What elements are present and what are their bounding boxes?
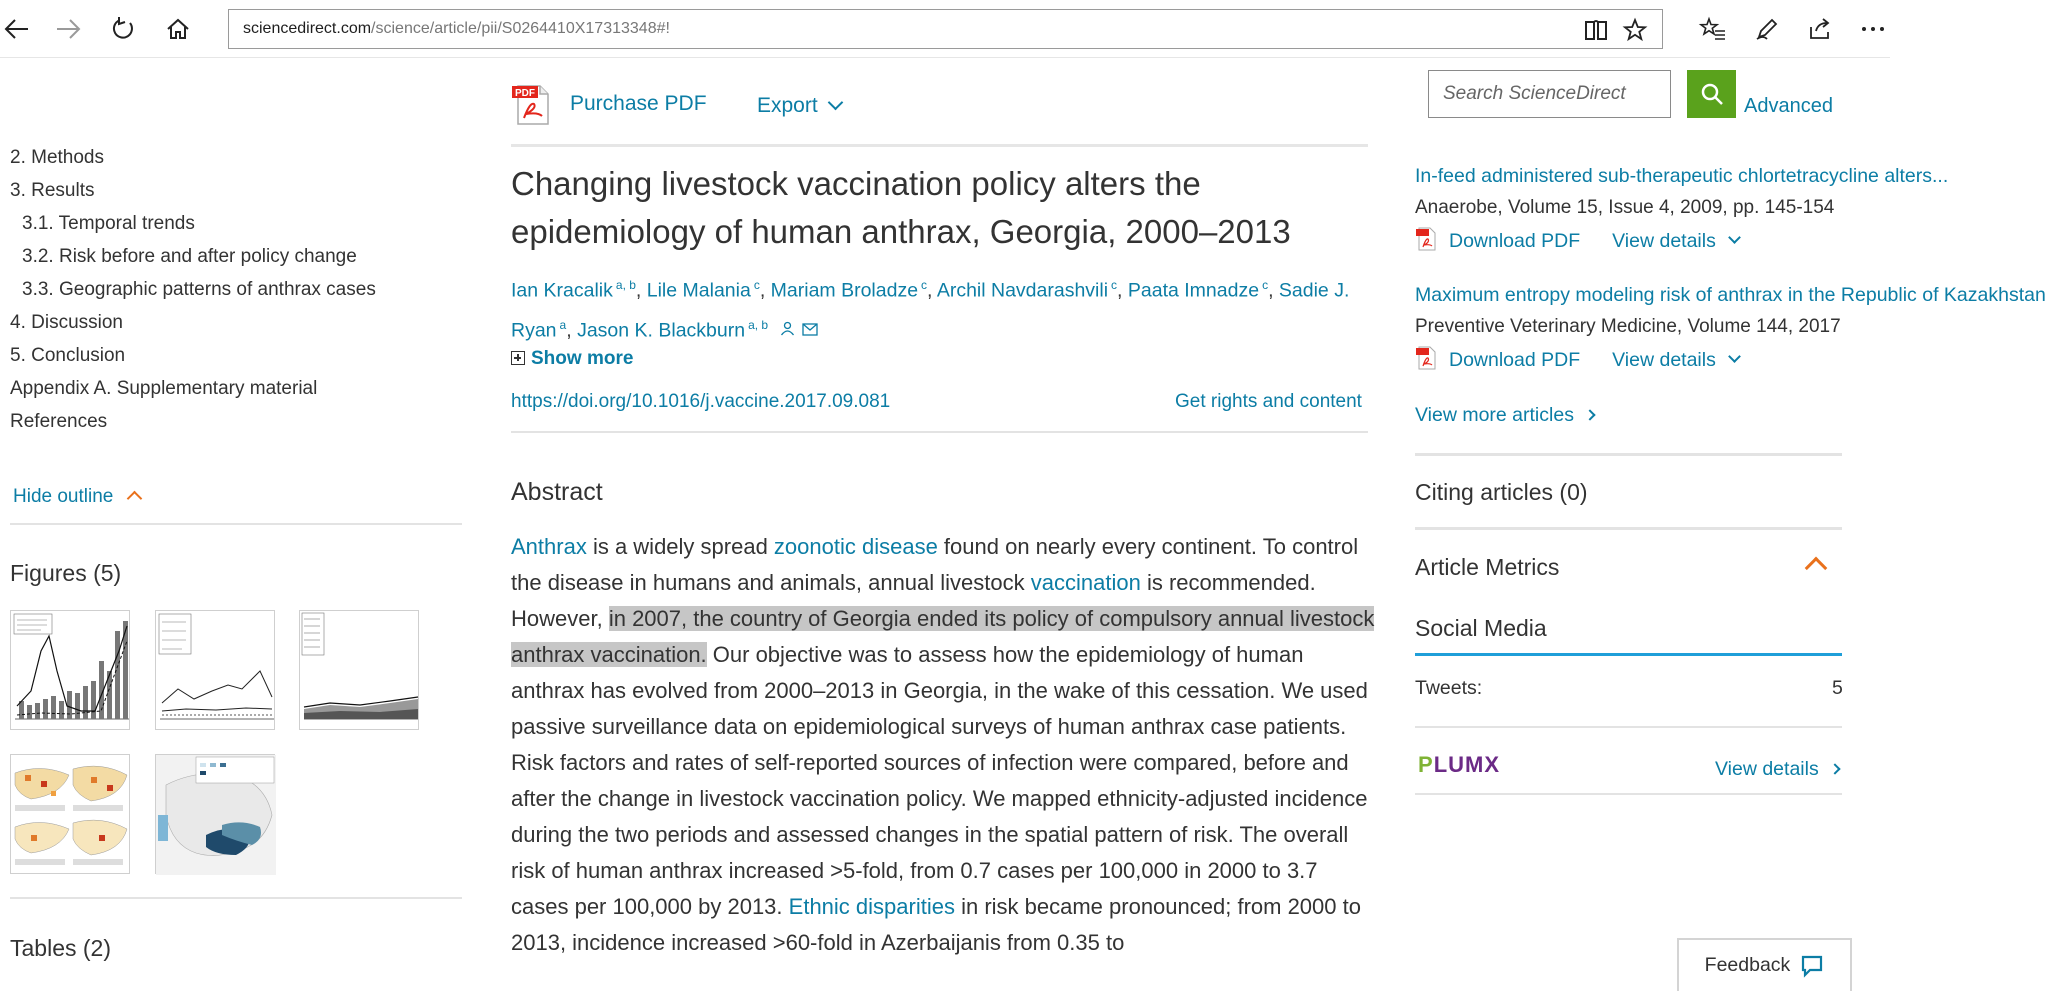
figure-thumbnail-1[interactable] xyxy=(10,610,130,730)
article-meta-divider xyxy=(511,431,1368,433)
article-top-divider xyxy=(511,144,1368,147)
author-affiliation[interactable]: c xyxy=(753,278,760,292)
favorite-star-icon[interactable] xyxy=(1621,16,1649,44)
plumx-logo-mark: P xyxy=(1418,752,1434,777)
topic-link-zoonotic[interactable]: zoonotic disease xyxy=(773,534,938,559)
outline-item-discussion[interactable]: 4. Discussion xyxy=(10,312,123,333)
plumx-view-details-label: View details xyxy=(1715,758,1819,780)
outline-item-geographic[interactable]: 3.3. Geographic patterns of anthrax cases xyxy=(22,279,376,300)
more-icon[interactable] xyxy=(1856,12,1890,46)
related-article-source: Anaerobe, Volume 15, Issue 4, 2009, pp. 145-154 xyxy=(1415,197,1835,218)
outline-item-risk-policy[interactable]: 3.2. Risk before and after policy change xyxy=(22,246,357,267)
feedback-button[interactable] xyxy=(1677,938,1852,991)
author-link[interactable]: Sadie J. Ryan xyxy=(511,279,1350,341)
forward-icon[interactable] xyxy=(51,12,85,46)
plumx-view-details-link[interactable] xyxy=(1715,758,1839,781)
author-affiliation[interactable]: a xyxy=(559,317,567,332)
plumx-logo xyxy=(1418,752,1500,778)
view-more-label: View more articles xyxy=(1415,404,1574,426)
figures-divider xyxy=(10,897,462,899)
search-icon xyxy=(1700,82,1724,106)
doi-link[interactable]: https://doi.org/10.1016/j.vaccine.2017.09.081 xyxy=(511,391,891,412)
search-input[interactable] xyxy=(1429,71,1670,117)
pdf-icon[interactable] xyxy=(1415,227,1437,251)
abstract-heading: Abstract xyxy=(511,478,603,506)
figure-thumbnail-4[interactable] xyxy=(10,754,130,874)
author-link[interactable]: Archil Navdarashvili xyxy=(936,279,1109,302)
view-details-link[interactable]: View details xyxy=(1612,230,1716,253)
chevron-down-icon xyxy=(827,95,843,111)
figure-thumbnail-3[interactable] xyxy=(299,610,419,730)
hide-outline-label: Hide outline xyxy=(13,486,114,507)
pdf-icon[interactable] xyxy=(510,82,554,126)
abstract-span: is a widely spread xyxy=(586,534,774,559)
abstract-span: in risk became pronounced; from 2000 to 2013, incidence increased >60-fold in Azerbaijanis from 0.35 to xyxy=(511,894,1361,955)
figures-title: Figures (5) xyxy=(10,560,122,586)
article-title xyxy=(511,160,1371,256)
author-link[interactable]: Paata Imnadze xyxy=(1127,279,1260,302)
pdf-icon[interactable] xyxy=(1415,346,1437,370)
outline-item-appendix[interactable]: Appendix A. Supplementary material xyxy=(10,378,318,399)
feedback-label: Feedback xyxy=(1704,954,1791,976)
chevron-up-icon[interactable] xyxy=(1805,557,1828,580)
abstract-span: Our objective was to assess how the epidemiology of human anthrax has evolved from 2000–2013 in Georgia, in the wake of this cessation. We used passive surveillance data on epidemiological surveys of human anthrax case patients. Risk factors and rates of self-reported sources of infection were compared, before and after the change in livestock vaccination policy. We mapped ethnicity-adjusted incidence during the two periods and assessed changes in the spatial pattern of risk. The overall risk of human anthrax increased >5-fold, from 0.7 cases per 100,000 in 2000 to 3.7 cases per 100,000 by 2013. xyxy=(511,642,1368,919)
view-more-articles-link[interactable] xyxy=(1415,404,1594,427)
author-affiliation[interactable]: c xyxy=(1262,278,1269,292)
tweets-count: 5 xyxy=(1832,677,1843,699)
hide-outline-button[interactable] xyxy=(13,486,140,508)
highlighted-sentence: in 2007, the country of Georgia ended its policy of compulsory annual livestock anthrax vaccination. xyxy=(511,606,1375,667)
chevron-down-icon[interactable] xyxy=(1728,231,1741,244)
chevron-right-icon xyxy=(1829,763,1840,774)
plumx-logo-text: LUMX xyxy=(1433,752,1501,777)
url-text[interactable]: sciencedirect.com/science/article/pii/S0264410X17313348#! xyxy=(243,20,670,37)
export-dropdown[interactable] xyxy=(757,94,841,118)
article-title-line: epidemiology of human anthrax, Georgia, 2000–2013 xyxy=(511,213,1291,250)
right-divider xyxy=(1415,453,1842,456)
article-metrics-heading[interactable]: Article Metrics xyxy=(1415,554,1560,580)
tweets-label: Tweets: xyxy=(1415,677,1483,699)
author-link[interactable]: Jason K. Blackburn xyxy=(577,319,746,341)
author-link[interactable]: Ian Kracalik xyxy=(511,279,613,302)
outline-item-references[interactable]: References xyxy=(10,411,108,432)
author-affiliation[interactable]: a, b xyxy=(615,278,636,292)
topic-link-ethnic[interactable]: Ethnic disparities xyxy=(788,894,955,919)
outline-item-methods[interactable]: 2. Methods xyxy=(10,147,104,168)
author-link[interactable]: Mariam Broladze xyxy=(770,279,919,302)
related-article-title[interactable]: In-feed administered sub-therapeutic chlortetracycline alters... xyxy=(1415,165,1949,187)
search-button[interactable] xyxy=(1687,70,1736,118)
social-media-underline xyxy=(1415,653,1842,656)
right-divider xyxy=(1415,726,1842,728)
person-icon[interactable] xyxy=(780,321,795,336)
author-link[interactable]: Lile Malania xyxy=(646,279,751,302)
favorites-hub-icon[interactable] xyxy=(1696,12,1730,46)
rights-link[interactable]: Get rights and content xyxy=(1175,391,1362,412)
outline-item-results[interactable]: 3. Results xyxy=(10,180,95,201)
related-actions xyxy=(1415,349,1739,373)
right-divider xyxy=(1415,793,1842,795)
related-article-source: Preventive Veterinary Medicine, Volume 144, 2017 xyxy=(1415,316,1841,337)
topic-link-anthrax[interactable]: Anthrax xyxy=(511,534,587,559)
svg-text:PDF: PDF xyxy=(515,88,535,99)
address-bar[interactable] xyxy=(228,9,1663,49)
chevron-down-icon[interactable] xyxy=(1728,350,1741,363)
chat-bubble-icon xyxy=(1800,955,1824,977)
export-label: Export xyxy=(757,94,818,117)
back-icon[interactable] xyxy=(0,12,34,46)
topic-link-vaccination[interactable]: vaccination xyxy=(1030,570,1141,595)
related-article-title[interactable]: Maximum entropy modeling risk of anthrax in the Republic of Kazakhstan xyxy=(1415,284,2046,306)
author-list: Ian Kracalik $^{a, b}$, Lile Malania $^c$, Mariam Broladze $^c$, Archil Navdarashvili $^c$, Paata Imnadze $^c$, Sadie J. Ryan $^a$, Jason K. Blackburn $^{a, b}$ xyxy=(511,278,1350,341)
advanced-search-link[interactable]: Advanced xyxy=(1744,95,1833,117)
email-icon[interactable] xyxy=(802,323,818,336)
related-actions xyxy=(1415,230,1739,254)
chevron-up-icon xyxy=(127,491,143,507)
view-details-link[interactable]: View details xyxy=(1612,349,1716,372)
share-icon[interactable] xyxy=(1804,12,1838,46)
social-media-heading: Social Media xyxy=(1415,615,1547,641)
figure-thumbnail-5[interactable] xyxy=(155,754,275,874)
right-divider xyxy=(1415,527,1842,530)
refresh-icon[interactable] xyxy=(106,12,140,46)
author-affiliation[interactable]: c xyxy=(921,278,928,292)
abstract-span: is recommended. However, xyxy=(511,570,1316,631)
citing-articles[interactable]: Citing articles (0) xyxy=(1415,479,1588,505)
search-field[interactable] xyxy=(1428,70,1671,118)
show-more-label: Show more xyxy=(531,348,634,369)
browser-toolbar xyxy=(0,0,1890,58)
outline-divider xyxy=(10,523,462,525)
download-pdf-link[interactable]: Download PDF xyxy=(1449,230,1581,253)
reading-view-icon[interactable] xyxy=(1582,16,1610,44)
download-pdf-link[interactable]: Download PDF xyxy=(1449,349,1581,372)
purchase-pdf-link[interactable]: Purchase PDF xyxy=(570,92,707,115)
plus-box-icon xyxy=(511,351,525,365)
article-title-line: Changing livestock vaccination policy alters the xyxy=(511,165,1201,202)
pen-icon[interactable] xyxy=(1750,12,1784,46)
outline-item-conclusion[interactable]: 5. Conclusion xyxy=(10,345,126,366)
outline-item-temporal-trends[interactable]: 3.1. Temporal trends xyxy=(22,213,195,234)
show-more-button[interactable] xyxy=(511,348,633,370)
tables-title: Tables (2) xyxy=(10,935,111,961)
chevron-right-icon xyxy=(1584,409,1595,420)
author-affiliation[interactable]: a, b xyxy=(748,317,769,332)
abstract-span: found on nearly every continent. To control the disease in humans and animals, annual livestock xyxy=(511,534,1359,595)
author-affiliation[interactable]: c xyxy=(1111,278,1118,292)
home-icon[interactable] xyxy=(161,12,195,46)
figure-thumbnail-2[interactable] xyxy=(155,610,275,730)
abstract-text xyxy=(511,529,1381,961)
